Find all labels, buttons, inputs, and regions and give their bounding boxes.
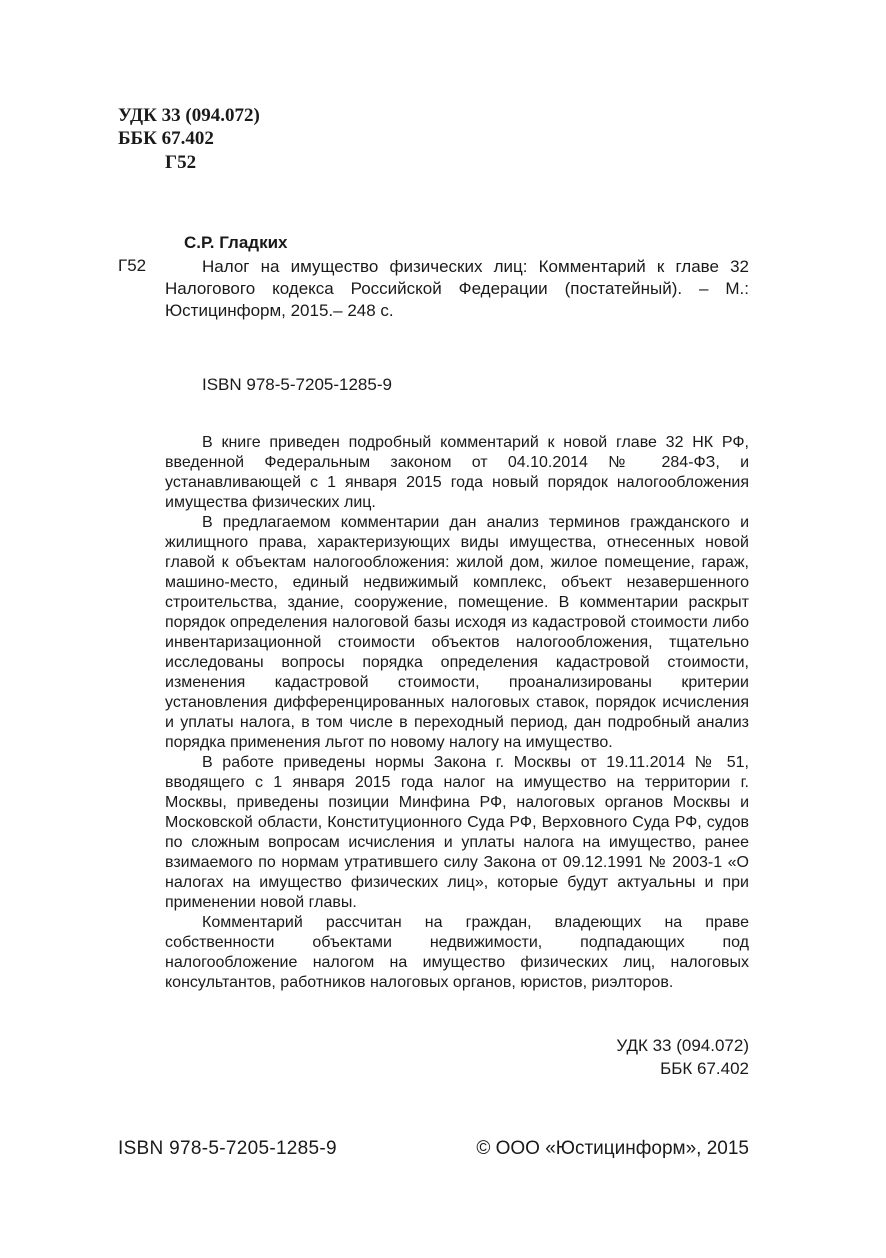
- udk-footer: УДК 33 (094.072): [616, 1036, 749, 1055]
- copyright-notice: © ООО «Юстицинформ», 2015: [476, 1138, 749, 1159]
- bbk-header: ББК 67.402: [118, 128, 214, 149]
- author-code-header: Г52: [165, 152, 197, 173]
- annotation: [165, 433, 749, 993]
- author-name: С.Р. Гладких: [184, 233, 288, 252]
- author-code: Г52: [118, 256, 147, 275]
- isbn-footer: ISBN 978-5-7205-1285-9: [118, 1138, 337, 1159]
- annotation-paragraph: В книге приведен подробный комментарий к новой главе 32 НК РФ, введенной Федеральным законом от 04.10.2014 № 284-ФЗ, и устанавливающей с 1 января 2015 года новый порядок налогообложения имущества физических лиц.: [165, 434, 749, 511]
- annotation-paragraph: В работе приведены нормы Закона г. Москвы от 19.11.2014 № 51, вводящего с 1 января 2015 года налог на имущество на территории г. Москвы, приведены позиции Минфина РФ, налоговых органов Москвы и Московской области, Конституционного Суда РФ, Верховного Суда РФ, судов по сложным вопросам исчисления и уплаты налога на имущество, ранее взимаемого по нормам утратившего силу Закона от 09.12.1991 № 2003-1 «О налогах на имущество физических лиц», которые будут актуальны и при применении новой главы.: [165, 754, 749, 911]
- bibliographic-description: Налог на имущество физических лиц: Комментарий к главе 32 Налогового кодекса Российской Федерации (постатейный). – М.: Юстицинформ, 2015.– 248 с.: [165, 257, 749, 320]
- annotation-paragraph: В предлагаемом комментарии дан анализ терминов гражданского и жилищного права, характеризующих виды имущества, отнесенных новой главой к объектам налогообложения: жилой дом, жилое помещение, гараж, машино-место, единый недвижимый комплекс, объект незавершенного строительства, здание, сооружение, помещение. В комментарии раскрыт порядок определения налоговой базы исходя из кадастровой стоимости либо инвентаризационной стоимости объектов налогообложения, тщательно исследованы вопросы порядка определения кадастровой стоимости, изменения кадастровой стоимости, проанализированы критерии установления дифференцированных налоговых ставок, порядок исчисления и уплаты налога, в том числе в переходный период, дан подробный анализ порядка применения льгот по новому налогу на имущество.: [165, 514, 749, 751]
- isbn-line: ISBN 978-5-7205-1285-9: [202, 375, 392, 394]
- annotation-paragraph: Комментарий рассчитан на граждан, владеющих на праве собственности объектами недвижимости, подпадающих под налогообложение налогом на имущество физических лиц, налоговых консультантов, работников налоговых органов, юристов, риэлторов.: [165, 914, 749, 991]
- bbk-footer: ББК 67.402: [660, 1059, 749, 1078]
- udk-header: УДК 33 (094.072): [118, 105, 260, 126]
